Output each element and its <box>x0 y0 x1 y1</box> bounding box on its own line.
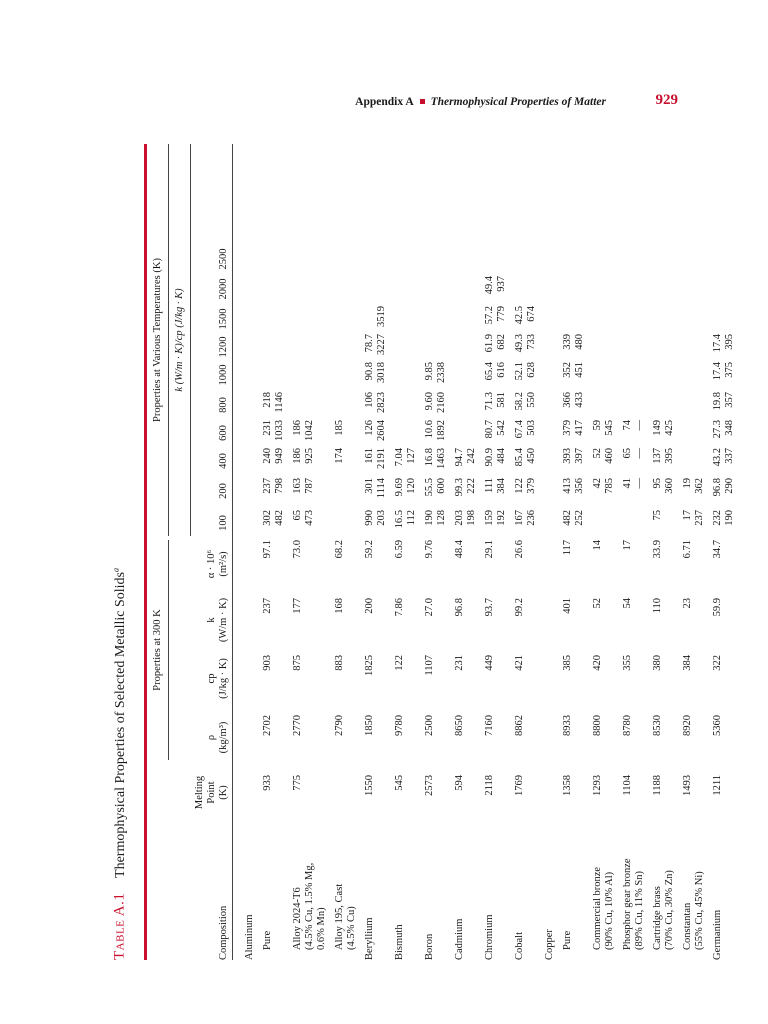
k-temp-200-cell: 55.5 <box>424 478 435 497</box>
cp-temp-800-cell: 550 <box>526 392 537 408</box>
cp-cell: 1825 <box>364 655 375 676</box>
cp-temp-200-cell: 222 <box>466 478 477 494</box>
cp-temp-600-cell: 1892 <box>436 420 447 441</box>
k-temp-1000-cell: 90.8 <box>364 362 375 381</box>
col-header-cp: (J/kg · K) <box>218 658 229 699</box>
k-temp-100-cell: 203 <box>454 510 465 526</box>
alpha-cell: 59.2 <box>364 540 375 559</box>
col-header-temp-2500: 2500 <box>218 248 229 270</box>
cp-cell: 875 <box>292 655 303 671</box>
cp-temp-200-cell: 120 <box>406 478 417 494</box>
cp-temp-400-cell: 242 <box>466 448 477 464</box>
melting-point-cell: 1493 <box>682 775 693 796</box>
cp-cell: 380 <box>652 655 663 671</box>
appendix-label: Appendix A <box>355 96 414 108</box>
k-temp-600-cell: 67.4 <box>514 420 525 439</box>
cp-temp-1200-cell: 395 <box>724 334 735 350</box>
k-temp-200-cell: 111 <box>484 478 495 493</box>
k-cell: 54 <box>622 598 633 609</box>
composition-cell: Bismuth <box>394 924 405 960</box>
section-title: Thermophysical Properties of Matter <box>430 96 606 108</box>
density-cell: 2500 <box>424 715 435 736</box>
cp-temp-100-cell: 236 <box>526 510 537 526</box>
table-title: Thermophysical Properties of Selected Metallic Solids$^a$ <box>111 568 128 878</box>
running-head <box>0 92 768 112</box>
cp-temp-100-cell: 192 <box>496 510 507 526</box>
k-temp-600-cell: 80.7 <box>484 420 495 439</box>
composition-cell: Pure <box>262 930 273 950</box>
k-temp-200-cell: 122 <box>514 478 525 494</box>
k-temp-1200-cell: 49.3 <box>514 334 525 353</box>
k-temp-600-cell: 379 <box>562 420 573 436</box>
k-temp-800-cell: 218 <box>262 392 273 408</box>
cp-cell: 449 <box>484 655 495 671</box>
col-header-temp-800: 800 <box>218 397 229 413</box>
k-temp-100-cell: 17 <box>682 510 693 521</box>
cp-temp-400-cell: 395 <box>664 448 675 464</box>
cp-temp-1500-cell: 3519 <box>376 306 387 327</box>
cp-cell: 883 <box>334 655 345 671</box>
composition-cell: Germanium <box>712 909 723 960</box>
col-header-rho: (kg/m³) <box>218 721 229 754</box>
cp-temp-400-cell: 949 <box>274 448 285 464</box>
cp-temp-400-cell: — <box>634 448 645 459</box>
group-300k-header: Properties at 300 K <box>152 609 163 691</box>
col-header-composition: Composition <box>218 905 229 960</box>
cp-cell: 385 <box>562 655 573 671</box>
k-temp-100-cell: 990 <box>364 510 375 526</box>
k-temp-100-cell: 167 <box>514 510 525 526</box>
table-label: Table A.1 <box>111 892 128 960</box>
alpha-cell: 73.0 <box>292 540 303 559</box>
k-temp-800-cell: 58.2 <box>514 392 525 411</box>
col-header-temp-2000: 2000 <box>218 278 229 300</box>
k-temp-400-cell: 137 <box>652 448 663 464</box>
cp-cell: 1107 <box>424 655 435 676</box>
k-temp-200-cell: 42 <box>592 478 603 489</box>
cp-temp-1000-cell: 616 <box>496 362 507 378</box>
k-temp-1000-cell: 9.85 <box>424 362 435 381</box>
cp-temp-1200-cell: 733 <box>526 334 537 350</box>
density-cell: 8862 <box>514 715 525 736</box>
k-cell: 237 <box>262 598 273 614</box>
cp-temp-600-cell: 545 <box>604 420 615 436</box>
col-header-mp: Melting <box>194 775 205 810</box>
cp-temp-600-cell: 2604 <box>376 420 387 441</box>
melting-point-cell: 2118 <box>484 775 495 796</box>
alpha-cell: 29.1 <box>484 540 495 559</box>
density-cell: 8933 <box>562 715 573 736</box>
composition-cell: Phosphor gear bronze <box>622 858 633 950</box>
cp-temp-800-cell: 581 <box>496 392 507 408</box>
density-cell: 8780 <box>622 715 633 736</box>
alpha-cell: 6.71 <box>682 540 693 559</box>
k-cell: 177 <box>292 598 303 614</box>
k-temp-100-cell: 482 <box>562 510 573 526</box>
col-header-alpha: α · 10⁶ <box>206 549 217 579</box>
k-temp-1500-cell: 57.2 <box>484 306 495 325</box>
cp-temp-100-cell: 198 <box>466 510 477 526</box>
k-temp-600-cell: 185 <box>334 420 345 436</box>
k-temp-1000-cell: 352 <box>562 362 573 378</box>
k-temp-200-cell: 163 <box>292 478 303 494</box>
table-top-rule <box>144 144 147 960</box>
composition-cell: (4.5% Cu) <box>346 906 357 950</box>
cp-temp-800-cell: 433 <box>574 392 585 408</box>
k-temp-200-cell: 413 <box>562 478 573 494</box>
density-cell: 2702 <box>262 715 273 736</box>
composition-cell: (4.5% Cu, 1.5% Mg, <box>304 862 315 950</box>
k-temp-800-cell: 9.60 <box>424 392 435 411</box>
alpha-cell: 34.7 <box>712 540 723 559</box>
melting-point-cell: 1769 <box>514 775 525 796</box>
alpha-cell: 6.59 <box>394 540 405 559</box>
cp-temp-400-cell: 337 <box>724 448 735 464</box>
alpha-cell: 48.4 <box>454 540 465 559</box>
col-header-temp-200: 200 <box>218 483 229 499</box>
header-bottom-rule <box>232 144 233 960</box>
k-cell: 59.9 <box>712 598 723 617</box>
cp-temp-600-cell: — <box>634 420 645 431</box>
k-temp-200-cell: 301 <box>364 478 375 494</box>
table-caption <box>104 568 128 960</box>
col-header-temp-1000: 1000 <box>218 364 229 386</box>
cp-temp-200-cell: 787 <box>304 478 315 494</box>
group-temps-header: Properties at Various Temperatures (K) <box>152 258 163 422</box>
melting-point-cell: 1550 <box>364 775 375 796</box>
k-temp-1200-cell: 339 <box>562 334 573 350</box>
k-temp-200-cell: 237 <box>262 478 273 494</box>
cp-cell: 231 <box>454 655 465 671</box>
bullet-square-icon <box>420 99 425 104</box>
col-header-temp-400: 400 <box>218 453 229 469</box>
k-temp-400-cell: 240 <box>262 448 273 464</box>
melting-point-cell: 1358 <box>562 775 573 796</box>
cp-temp-1000-cell: 451 <box>574 362 585 378</box>
rotated-table <box>104 144 735 960</box>
cp-temp-100-cell: 252 <box>574 510 585 526</box>
cp-temp-1000-cell: 2338 <box>436 362 447 383</box>
composition-cell: (55% Cu, 45% Ni) <box>694 871 705 950</box>
k-temp-400-cell: 85.4 <box>514 448 525 467</box>
cp-temp-1000-cell: 628 <box>526 362 537 378</box>
alpha-cell: 33.9 <box>652 540 663 559</box>
k-cell: 23 <box>682 598 693 609</box>
col-header-mp: Point <box>206 781 217 804</box>
composition-cell: Alloy 2024-T6 <box>292 887 303 950</box>
density-cell: 8650 <box>454 715 465 736</box>
cp-cell: 384 <box>682 655 693 671</box>
page-number: 929 <box>655 92 678 108</box>
cp-temp-200-cell: — <box>634 478 645 489</box>
k-temp-400-cell: 161 <box>364 448 375 464</box>
k-temp-100-cell: 65 <box>292 510 303 521</box>
k-cell: 27.0 <box>424 598 435 617</box>
k-temp-1000-cell: 52.1 <box>514 362 525 381</box>
composition-cell: Cadmium <box>454 918 465 960</box>
cp-temp-800-cell: 357 <box>724 392 735 408</box>
cp-temp-100-cell: 203 <box>376 510 387 526</box>
cp-temp-100-cell: 473 <box>304 510 315 526</box>
k-temp-600-cell: 126 <box>364 420 375 436</box>
melting-point-cell: 1293 <box>592 775 603 796</box>
k-temp-1000-cell: 65.4 <box>484 362 495 381</box>
cp-temp-400-cell: 450 <box>526 448 537 464</box>
cp-temp-100-cell: 128 <box>436 510 447 526</box>
col-header-alpha: (m²/s) <box>218 551 229 577</box>
cp-temp-800-cell: 2823 <box>376 392 387 413</box>
cp-temp-200-cell: 798 <box>274 478 285 494</box>
cp-temp-200-cell: 379 <box>526 478 537 494</box>
k-temp-600-cell: 10.6 <box>424 420 435 439</box>
density-cell: 5360 <box>712 715 723 736</box>
k-temp-1200-cell: 61.9 <box>484 334 495 353</box>
k-cell: 96.8 <box>454 598 465 617</box>
composition-cell: Chromium <box>484 914 495 960</box>
density-cell: 8920 <box>682 715 693 736</box>
k-temp-400-cell: 90.9 <box>484 448 495 467</box>
melting-point-cell: 933 <box>262 775 273 791</box>
cp-temp-1500-cell: 674 <box>526 306 537 322</box>
k-temp-2000-cell: 49.4 <box>484 276 495 295</box>
k-temp-400-cell: 186 <box>292 448 303 464</box>
k-temp-1200-cell: 78.7 <box>364 334 375 353</box>
subgroup-temps-rule <box>190 144 191 536</box>
melting-point-cell: 594 <box>454 775 465 791</box>
melting-point-cell: 1104 <box>622 775 633 796</box>
k-temp-200-cell: 9.69 <box>394 478 405 497</box>
alpha-cell: 97.1 <box>262 540 273 559</box>
k-cell: 99.2 <box>514 598 525 617</box>
composition-cell: Aluminum <box>244 914 255 960</box>
k-cell: 401 <box>562 598 573 614</box>
k-temp-400-cell: 393 <box>562 448 573 464</box>
cp-temp-600-cell: 417 <box>574 420 585 436</box>
cp-temp-200-cell: 1114 <box>376 478 387 499</box>
cp-temp-100-cell: 112 <box>406 510 417 526</box>
k-temp-600-cell: 149 <box>652 420 663 436</box>
cp-cell: 903 <box>262 655 273 671</box>
cp-temp-600-cell: 425 <box>664 420 675 436</box>
cp-temp-200-cell: 290 <box>724 478 735 494</box>
k-temp-200-cell: 95 <box>652 478 663 489</box>
composition-cell: (89% Cu, 11% Sn) <box>634 871 645 950</box>
composition-cell: (90% Cu, 10% Al) <box>604 871 615 950</box>
cp-temp-600-cell: 1042 <box>304 420 315 441</box>
composition-cell: Commercial bronze <box>592 866 603 950</box>
cp-temp-600-cell: 348 <box>724 420 735 436</box>
col-header-temp-100: 100 <box>218 515 229 531</box>
alpha-cell: 68.2 <box>334 540 345 559</box>
k-temp-600-cell: 59 <box>592 420 603 431</box>
cp-temp-400-cell: 460 <box>604 448 615 464</box>
col-header-cp: cp <box>206 673 217 684</box>
cp-temp-400-cell: 1463 <box>436 448 447 469</box>
k-cell: 52 <box>592 598 603 609</box>
group-temps-rule <box>168 144 169 536</box>
k-temp-400-cell: 43.2 <box>712 448 723 467</box>
cp-temp-200-cell: 785 <box>604 478 615 494</box>
k-temp-400-cell: 94.7 <box>454 448 465 467</box>
composition-cell: Cobalt <box>514 932 525 960</box>
group-300k-rule <box>168 540 169 760</box>
cp-temp-800-cell: 2160 <box>436 392 447 413</box>
k-temp-100-cell: 75 <box>652 510 663 521</box>
k-temp-100-cell: 159 <box>484 510 495 526</box>
alpha-cell: 9.76 <box>424 540 435 559</box>
cp-temp-100-cell: 190 <box>724 510 735 526</box>
k-cell: 7.86 <box>394 598 405 617</box>
melting-point-cell: 1188 <box>652 775 663 796</box>
cp-temp-600-cell: 1033 <box>274 420 285 441</box>
k-temp-800-cell: 366 <box>562 392 573 408</box>
cp-temp-600-cell: 503 <box>526 420 537 436</box>
cp-cell: 322 <box>712 655 723 671</box>
cp-temp-400-cell: 397 <box>574 448 585 464</box>
cp-temp-1000-cell: 375 <box>724 362 735 378</box>
k-cell: 200 <box>364 598 375 614</box>
cp-temp-100-cell: 482 <box>274 510 285 526</box>
k-temp-400-cell: 7.04 <box>394 448 405 467</box>
alpha-cell: 14 <box>592 540 603 551</box>
k-temp-400-cell: 65 <box>622 448 633 459</box>
composition-cell: (70% Cu, 30% Zn) <box>664 870 675 950</box>
density-cell: 2790 <box>334 715 345 736</box>
density-cell: 7160 <box>484 715 495 736</box>
col-header-temp-600: 600 <box>218 425 229 441</box>
col-header-temp-1200: 1200 <box>218 336 229 358</box>
cp-temp-100-cell: 237 <box>694 510 705 526</box>
cp-temp-200-cell: 384 <box>496 478 507 494</box>
cp-temp-200-cell: 356 <box>574 478 585 494</box>
composition-cell: Beryllium <box>364 917 375 960</box>
k-temp-100-cell: 302 <box>262 510 273 526</box>
cp-cell: 355 <box>622 655 633 671</box>
composition-cell: 0.6% Mn) <box>316 907 327 950</box>
cp-temp-400-cell: 484 <box>496 448 507 464</box>
density-cell: 2770 <box>292 715 303 736</box>
cp-temp-200-cell: 360 <box>664 478 675 494</box>
composition-cell: Pure <box>562 930 573 950</box>
cp-temp-1200-cell: 480 <box>574 334 585 350</box>
col-header-mp: (K) <box>218 785 229 800</box>
cp-temp-1000-cell: 3018 <box>376 362 387 383</box>
k-temp-1500-cell: 42.5 <box>514 306 525 325</box>
cp-cell: 122 <box>394 655 405 671</box>
subgroup-temps-header: k (W/m · K)/cp (J/kg · K) <box>174 288 185 392</box>
cp-temp-400-cell: 925 <box>304 448 315 464</box>
density-cell: 9780 <box>394 715 405 736</box>
k-temp-1200-cell: 17.4 <box>712 334 723 353</box>
cp-temp-800-cell: 1146 <box>274 392 285 413</box>
k-temp-200-cell: 41 <box>622 478 633 489</box>
k-temp-100-cell: 232 <box>712 510 723 526</box>
k-temp-400-cell: 174 <box>334 448 345 464</box>
alpha-cell: 117 <box>562 540 573 556</box>
col-header-temp-1500: 1500 <box>218 308 229 330</box>
melting-point-cell: 545 <box>394 775 405 791</box>
cp-temp-1500-cell: 779 <box>496 306 507 322</box>
k-cell: 110 <box>652 598 663 614</box>
density-cell: 8530 <box>652 715 663 736</box>
cp-temp-600-cell: 542 <box>496 420 507 436</box>
cp-cell: 421 <box>514 655 525 671</box>
cp-temp-400-cell: 2191 <box>376 448 387 469</box>
cp-temp-200-cell: 362 <box>694 478 705 494</box>
k-temp-200-cell: 19 <box>682 478 693 489</box>
melting-point-cell: 2573 <box>424 775 435 796</box>
alpha-cell: 17 <box>622 540 633 551</box>
col-header-k: k <box>206 617 217 623</box>
density-cell: 1850 <box>364 715 375 736</box>
cp-cell: 420 <box>592 655 603 671</box>
k-temp-800-cell: 19.8 <box>712 392 723 411</box>
cp-temp-1200-cell: 3227 <box>376 334 387 355</box>
k-cell: 168 <box>334 598 345 614</box>
composition-cell: Cartridge brass <box>652 886 663 950</box>
k-temp-400-cell: 52 <box>592 448 603 459</box>
composition-cell: Copper <box>544 929 555 960</box>
running-head-title <box>355 96 606 108</box>
melting-point-cell: 1211 <box>712 775 723 796</box>
density-cell: 8800 <box>592 715 603 736</box>
alpha-cell: 26.6 <box>514 540 525 559</box>
k-temp-200-cell: 99.3 <box>454 478 465 497</box>
k-temp-800-cell: 106 <box>364 392 375 408</box>
k-temp-100-cell: 16.5 <box>394 510 405 529</box>
k-temp-400-cell: 16.8 <box>424 448 435 467</box>
composition-cell: Constantan <box>682 902 693 950</box>
k-temp-200-cell: 96.8 <box>712 478 723 497</box>
composition-cell: Alloy 195, Cast <box>334 883 345 950</box>
k-temp-800-cell: 71.3 <box>484 392 495 411</box>
col-header-rho: ρ <box>206 734 217 741</box>
melting-point-cell: 775 <box>292 775 303 791</box>
cp-temp-1200-cell: 682 <box>496 334 507 350</box>
k-temp-600-cell: 74 <box>622 420 633 431</box>
col-header-k: (W/m · K) <box>218 597 229 643</box>
composition-cell: Boron <box>424 933 435 960</box>
k-temp-600-cell: 186 <box>292 420 303 436</box>
k-temp-100-cell: 190 <box>424 510 435 526</box>
k-temp-600-cell: 231 <box>262 420 273 436</box>
k-cell: 93.7 <box>484 598 495 617</box>
cp-temp-200-cell: 600 <box>436 478 447 494</box>
cp-temp-2000-cell: 937 <box>496 276 507 292</box>
k-temp-600-cell: 27.3 <box>712 420 723 439</box>
k-temp-1000-cell: 17.4 <box>712 362 723 381</box>
cp-temp-400-cell: 127 <box>406 448 417 464</box>
